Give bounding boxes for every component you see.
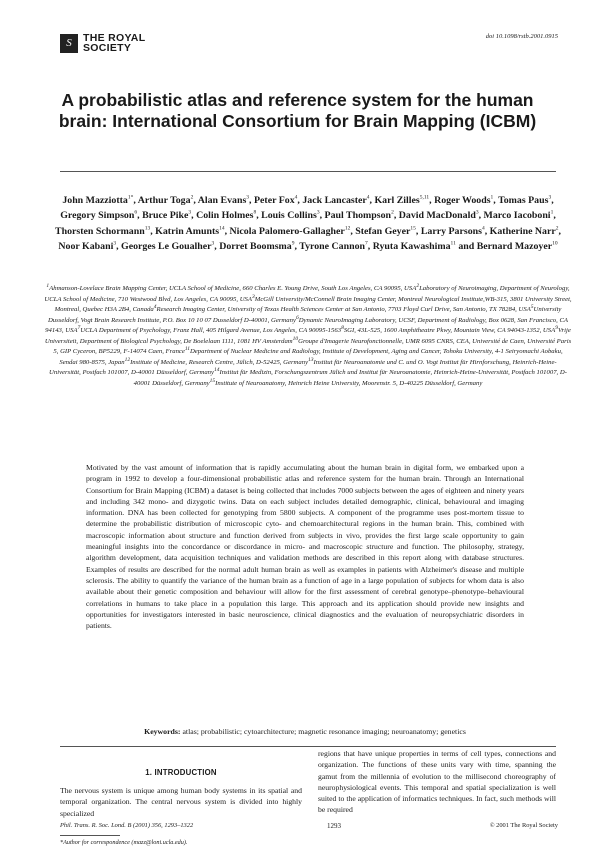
author-name: Peter Fox [253,195,295,206]
page-number: 1293 [327,822,341,830]
affiliation-mark: 6 [295,314,299,321]
author-name: Louis Collins [261,210,317,222]
author-name: Colin Holmes [196,210,254,222]
author-name: Thorsten Schormann [55,225,145,237]
author-name: David MacDonald [398,210,476,222]
author-name: Roger Woods [434,195,491,206]
author-affiliation-mark: 2 [391,210,394,217]
author-affiliation-mark: 4 [366,194,370,201]
royal-society-logo [60,33,145,53]
author-name: Tomas Paus [498,195,549,206]
left-column [60,762,302,846]
affiliation-text: Vrije Universiteit, Department of Biological Psychology, De Boelelaan 1111, 1081 HV Amsterdam [44,327,571,345]
affiliation-text: McGill University/McConnell Brain Imaging Center, Montreal Neurological Institute,WB-315, 3801 University Street, Montreal, Quebec H3A 2B4, Canada [54,295,572,313]
author-name: Tyrone Cannon [299,241,366,253]
author-affiliation-mark: 4 [294,194,298,201]
author-name: Paul Thompson [324,210,392,222]
affiliation-mark: 15 [209,377,216,384]
copyright: © 2001 The Royal Society [489,822,558,829]
affiliation-text: Laboratory of Neuroimaging, Department of Neurology, UCLA School of Medicine, 710 Westwood Blvd, Los Angeles, CA 90095, USA [44,285,570,303]
author-affiliation-mark: 8 [253,210,257,217]
affiliation-mark: 1 [46,282,50,289]
author-affiliation-mark: 12 [344,225,351,232]
affiliation-mark: 14 [213,366,220,373]
right-column [318,748,556,816]
author-affiliation-mark: 14 [219,225,225,232]
author-affiliation-mark: 3 [246,194,250,201]
author-name: Arthur Toga [137,195,191,206]
journal-citation: Phil. Trans. R. Soc. Lond. B (2001) 356, 1293–1322 [60,822,194,829]
divider-top [60,171,556,172]
author-name: Stefan Geyer [355,225,411,237]
affiliation-mark: 9 [555,324,558,331]
affiliation-text: SGI, 43L-525, 1600 Amphitheatre Pkwy, Mountain View, CA 94043-1352, USA [343,327,556,334]
keywords [86,727,524,736]
author-name: Bernard Mazoyer [476,241,553,253]
author-affiliation-mark: 4 [481,225,485,232]
doi: doi 10.1098/rstb.2001.0915 [485,33,558,40]
author-name: Noor Kabani [58,241,114,253]
author-name: Karl Zilles [374,195,420,206]
keywords-label: Keywords: [144,727,181,736]
affiliation-mark: 10 [292,335,299,342]
affiliation-mark: 8 [341,324,344,331]
affiliation-text: University Dusseldorf, Vogt Brain Research Institute, P.O. Box 10 10 07 Dusseldorf D-40001, Germany [47,306,562,324]
author-name: Katrin Amunts [155,225,220,237]
author-affiliation-mark: 2 [555,225,559,232]
author-name: Jack Lancaster [302,195,367,206]
affiliation-mark: 2 [416,282,420,289]
intro-text-left: The nervous system is unique among human body systems in its spatial and temporal organization. The central nervous system is divided into highly specialized [60,786,302,818]
author-affiliation-mark: 3 [113,240,117,247]
author-affiliation-mark: 3 [548,194,552,201]
author-name: Marco Iacoboni [483,210,551,222]
author-name: John Mazziotta [62,195,128,206]
author-affiliation-mark: 15 [410,225,416,232]
author-affiliation-mark: 3 [211,240,215,247]
author-affiliation-mark: 11 [450,240,456,247]
author-affiliation-mark: 1 [490,194,494,201]
author-affiliation-mark: 13 [144,225,151,232]
royal-society-emblem-icon: S [60,34,78,53]
author-affiliation-mark: 2 [190,194,194,201]
author-name: Larry Parsons [420,225,482,237]
affiliation-text: Dynamic NeuroImaging Laboratory, UCSF, Department of Radiology, Box 0628, San Francisco, CA 94143, USA [45,316,569,334]
affiliation-text: Institute of Medicine, Research Centre, Jülich, D-52425, Germany [130,358,309,366]
affiliation-list [44,284,572,389]
divider-middle [60,746,556,747]
author-name: Alan Evans [197,195,247,206]
affiliation-text: Institut für Medizin, Forschungszentrum Jülich und Institut für Neuroanatomie, Heinrich-Heine-Universität, Postfach 101007, D-40001 Düsseldorf, Germany [133,369,567,387]
keywords-text: atlas; probabilistic; cytoarchitecture; magnetic resonance imaging; neuroanatomy; genetics [182,727,466,736]
author-affiliation-mark: 1* [127,194,134,201]
affiliation-mark: 5 [530,303,534,310]
author-affiliation-mark: 9 [291,240,295,247]
affiliation-mark: 11 [184,345,190,352]
correspondence-footnote: *Author for correspondence (mazz@loni.ucla.edu). [60,838,188,846]
author-name: Gregory Simpson [60,210,135,222]
publisher-name [83,33,145,53]
affiliation-text: Department of Nuclear Medicine and Radiology, Institute of Development, Aging and Cancer, Tohoku University, 4-1 Seiryomachi Aobaku, Sendai 980-8575, Japan [59,348,563,366]
affiliation-text: Institute of Neuroanatomy, Heinrich Heine University, Moorenstr. 5, D-40225 Düsseldorf, Germany [215,379,483,387]
affiliation-mark: 4 [153,303,157,310]
author-name: Ryuta Kawashima [372,241,451,253]
author-affiliation-mark: 3 [475,210,479,217]
author-affiliation-mark: 3 [188,210,192,217]
affiliation-text: UCLA Department of Psychology, Franz Hall, 405 Hilgard Avenue, Los Angeles, CA 90095-1563 [80,327,342,334]
intro-text-right: regions that have unique properties in terms of cell types, connections and organization. The functions of these units vary with time, spanning the gamut from the millennia of evolution to the millisecond choreography of neurophysiological events. This temporal and spatial specialization is well suited to the application of informatics techniques. In fact, such methods will be required [318,749,556,815]
affiliation-mark: 13 [308,356,314,363]
publisher-line2: SOCIETY [83,42,132,54]
author-affiliation-mark: 7 [365,240,368,247]
author-affiliation-mark: 6 [134,210,138,217]
affiliation-text: Groupe d'Imagerie Neurofonctionnelle, UMR 6095 CNRS, CEA, Université de Caen, Université Paris 5, GIP Cyceron, BP5229, F-14074 Caen, France [53,337,572,355]
author-name: Katherine Narr [489,225,556,237]
author-affiliation-mark: 1 [550,210,554,217]
abstract: Motivated by the vast amount of information that is rapidly accumulating about the human brain in digital form, we embarked upon a program in 1992 to develop a four-dimensional probabilistic atlas and reference system for the human brain. Through an International Consortium for Brain Mapping (ICBM) a dataset is being collected that includes 7000 subjects between the ages of eighteen and ninety years and including 342 mono- and dizygotic twins. Data on each subject includes detailed demographic, clinical, behavioural and imaging information. DNA has been collected for genotyping from 5800 subjects. A component of the programme uses post-mortem tissue to determine the probabilistic distribution of microscopic cyto- and chemoarchitectural regions in the human brain. This, combined with macroscopic information about structure and function derived from subjects in vivo, provides the first large scale opportunity to gain meaningful insights into the concordance or discordance in micro- and macroscopic structure and function. The philosophy, strategy, algorithm development, data acquisition techniques and validation methods are described in this report along with database structures. Examples of results are described for the normal adult human brain as well as examples in patients with Alzheimer's disease and multiple sclerosis. The ability to quantify the variance of the human brain as a function of age in a large population of subjects for whom data is also available about their genetic composition and behaviour will allow for the first assessment of cerebral genotype–phenotype–behavioural correlations in humans to take place in a population this large. This approach and its application should provide new insights and opportunities for investigators interested in basic neuroscience, clinical diagnostics and the evaluation of neuropsychiatric disorders in patients. [86,463,524,631]
paper-title: A probabilistic atlas and reference system for the human brain: International Consortium for Brain Mapping (ICBM) [58,90,537,131]
section-heading: 1. INTRODUCTION [145,768,217,777]
author-name: Nicola Palomero-Gallagher [229,225,345,237]
author-affiliation-mark: 5,11 [419,194,430,201]
affiliation-text: Ahmanson-Lovelace Brain Mapping Center, UCLA School of Medicine, 660 Charles E. Young Drive, South Los Angeles, CA 90095, USA [49,285,417,292]
author-name: Bruce Pike [142,210,189,222]
footnote-divider [60,835,120,836]
author-affiliation-mark: 10 [552,240,558,247]
affiliation-mark: 12 [124,356,131,363]
author-name: Georges Le Goualher [121,241,212,253]
author-affiliation-mark: 3 [316,210,320,217]
publisher-line1: THE ROYAL [83,32,146,44]
affiliation-mark: 7 [77,324,81,331]
affiliation-text: Research Imaging Center, University of Texas Health Sciences Center at San Antonio, 7703 Floyd Curl Drive, San Antonio, TX 78284, USA [156,306,531,313]
affiliation-text: Institut für Neuroanatomie und C. und O. Vogt Institut für Hirnforschung, Heinrich-Heine-Universität, Postfach 101007, D-40001 Düsseldorf, Germany [49,358,557,376]
author-name: Dorret Boomsma [219,241,292,253]
author-list: John Mazziotta$^{1*}$, Arthur Toga$^2$, Alan Evans$^3$, Peter Fox$^4$, Jack Lancaster$^4$, Karl Zilles$^{5,11}$, Roger Woods$^1$, Tomas Paus$^3$, Gregory Simpson$^6$, Bruce Pike$^3$, Colin Holmes$^8$, Louis Collins$^3$, Paul Thompson$^2$, David MacDonald$^3$, Marco Iacoboni$^1$, Thorsten Schormann$^{13}$, Katrin Amunts$^{14}$, Nicola Palomero-Gallagher$^{12}$, Stefan Geyer$^{15}$, Larry Parsons$^4$, Katherine Narr$^2$, Noor Kabani$^3$, Georges Le Goualher$^3$, Dorret Boomsma$^9$, Tyrone Cannon$^7$, Ryuta Kawashima$^{11}$ and Bernard Mazoyer$^{10}$ [55,194,561,253]
affiliation-mark: 3 [252,293,255,300]
